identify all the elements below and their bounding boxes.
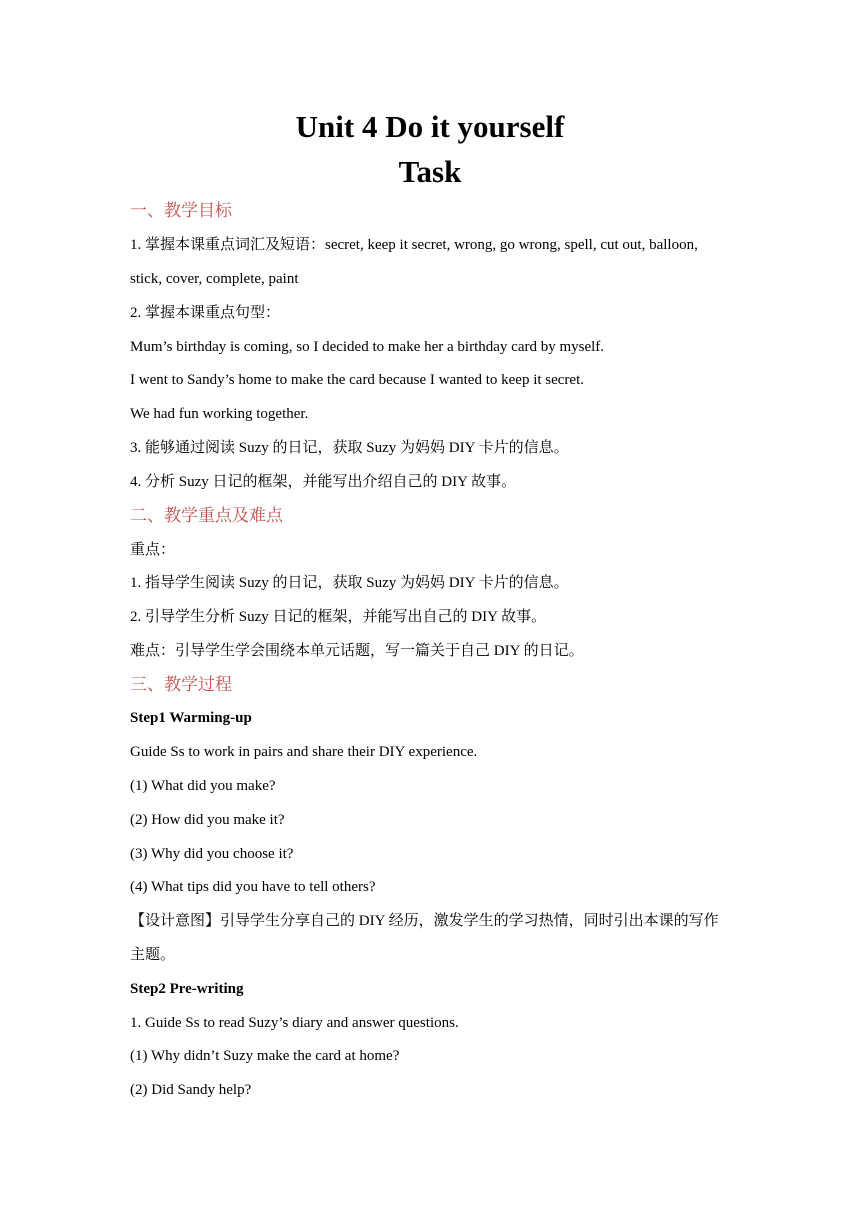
step1-title: Step1 Warming-up <box>130 710 252 726</box>
key-point-line: 难点：引导学生学会围绕本单元话题，写一篇关于自己 DIY 的日记。 <box>130 643 584 659</box>
key-point-line: 1. 指导学生阅读 Suzy 的日记，获取 Suzy 为妈妈 DIY 卡片的信息。 <box>130 575 569 591</box>
step1-design-intent: 主题。 <box>130 947 176 963</box>
step1-line: (3) Why did you choose it? <box>130 846 294 862</box>
objective-line: Mum’s birthday is coming, so I decided to make her a birthday card by myself. <box>130 339 605 355</box>
key-point-line: 重点： <box>130 542 176 558</box>
step1-design-intent: 【设计意图】引导学生分享自己的 DIY 经历，激发学生的学习热情，同时引出本课的写作 <box>130 913 719 929</box>
step1-line: (4) What tips did you have to tell others? <box>130 879 376 895</box>
step1-line: (1) What did you make? <box>130 778 276 794</box>
document-subtitle: Task <box>398 154 462 189</box>
objective-line: 1. 掌握本课重点词汇及短语：secret, keep it secret, wrong, go wrong, spell, cut out, balloon, <box>130 237 698 253</box>
step1-line: Guide Ss to work in pairs and share their DIY experience. <box>130 744 478 760</box>
objective-line: 2. 掌握本课重点句型： <box>130 305 281 321</box>
step2-line: (2) Did Sandy help? <box>130 1082 252 1098</box>
document-title: Unit 4 Do it yourself <box>295 109 565 144</box>
section-heading-procedure: 三、教学过程 <box>130 675 232 695</box>
key-point-line: 2. 引导学生分析 Suzy 日记的框架，并能写出自己的 DIY 故事。 <box>130 609 547 625</box>
step1-line: (2) How did you make it? <box>130 812 285 828</box>
section-heading-key-points: 二、教学重点及难点 <box>130 506 283 526</box>
objective-line: 3. 能够通过阅读 Suzy 的日记，获取 Suzy 为妈妈 DIY 卡片的信息。 <box>130 440 569 456</box>
step2-line: 1. Guide Ss to read Suzy’s diary and answer questions. <box>130 1015 459 1031</box>
section-heading-objectives: 一、教学目标 <box>130 201 232 221</box>
objective-line: stick, cover, complete, paint <box>130 271 299 287</box>
step2-line: (1) Why didn’t Suzy make the card at home? <box>130 1048 400 1064</box>
step2-title: Step2 Pre-writing <box>130 981 244 997</box>
objective-line: 4. 分析 Suzy 日记的框架，并能写出介绍自己的 DIY 故事。 <box>130 474 517 490</box>
objective-line: We had fun working together. <box>130 406 309 422</box>
objective-line: I went to Sandy’s home to make the card because I wanted to keep it secret. <box>130 372 585 388</box>
